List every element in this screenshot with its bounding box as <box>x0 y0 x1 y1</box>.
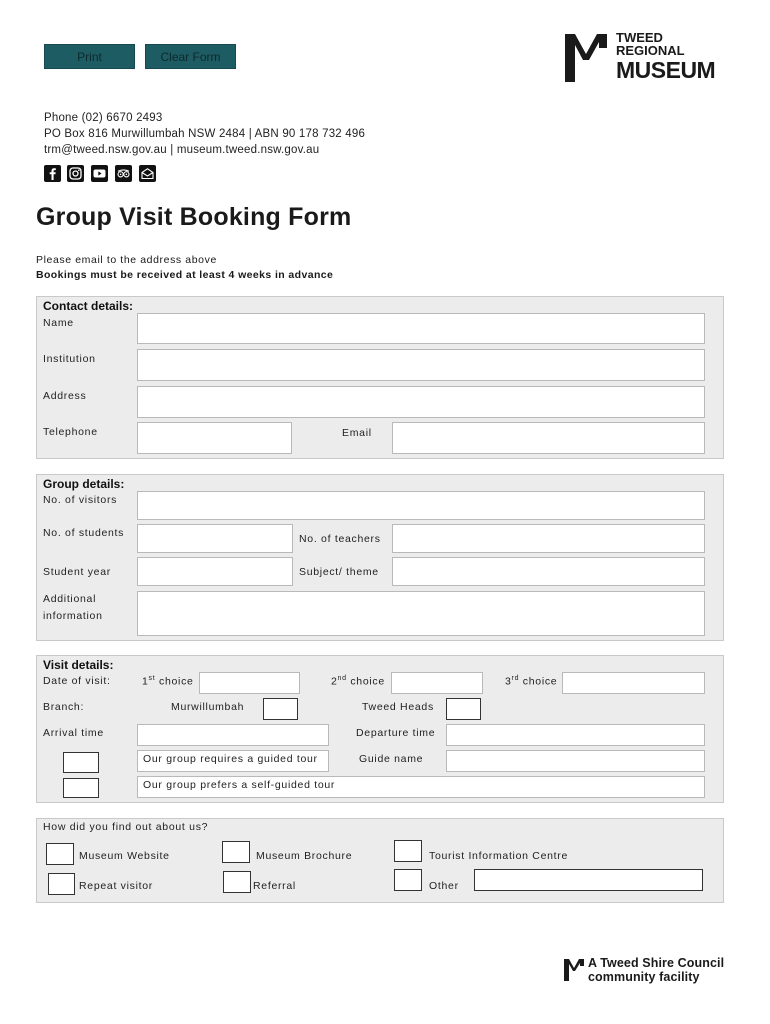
youtube-icon[interactable] <box>91 165 108 182</box>
subject-label: Subject/ theme <box>299 566 379 578</box>
email-instruction: Please email to the address above <box>36 254 217 266</box>
contact-postal: PO Box 816 Murwillumbah NSW 2484 | ABN 90 178 732 496 <box>44 128 366 140</box>
museum-brochure-label: Museum Brochure <box>256 850 353 862</box>
other-field[interactable] <box>474 869 703 891</box>
footer-line-1: A Tweed Shire Council <box>588 956 725 970</box>
self-guided-label: Our group prefers a self-guided tour <box>143 779 336 791</box>
murwillumbah-checkbox[interactable] <box>263 698 298 720</box>
murwillumbah-label: Murwillumbah <box>171 701 245 713</box>
arrival-time-field[interactable] <box>137 724 329 746</box>
teachers-field[interactable] <box>392 524 705 553</box>
contact-phone: Phone (02) 6670 2493 <box>44 112 163 124</box>
address-field[interactable] <box>137 386 705 418</box>
booking-deadline-note: Bookings must be received at least 4 weeks in advance <box>36 269 334 281</box>
guided-tour-label: Our group requires a guided tour <box>143 753 318 765</box>
guided-tour-checkbox[interactable] <box>63 752 99 773</box>
contact-details-title: Contact details: <box>43 299 134 313</box>
footer-line-2: community facility <box>588 970 700 984</box>
email-label: Email <box>342 427 372 439</box>
third-choice-field[interactable] <box>562 672 705 694</box>
find-out-question: How did you find out about us? <box>43 821 209 833</box>
additional-info-label-2: information <box>43 610 103 622</box>
museum-m-mark-icon <box>563 32 609 84</box>
tourist-centre-checkbox[interactable] <box>394 840 422 862</box>
subject-field[interactable] <box>392 557 705 586</box>
clear-form-button[interactable]: Clear Form <box>145 44 236 69</box>
first-choice-label: 1st choice <box>142 675 194 688</box>
address-label: Address <box>43 390 87 402</box>
name-field[interactable] <box>137 313 705 344</box>
page-title: Group Visit Booking Form <box>36 203 352 231</box>
guide-name-field[interactable] <box>446 750 705 772</box>
other-label: Other <box>429 880 459 892</box>
second-choice-label: 2nd choice <box>331 675 385 688</box>
second-choice-field[interactable] <box>391 672 483 694</box>
instagram-icon[interactable] <box>67 165 84 182</box>
students-label: No. of students <box>43 527 125 539</box>
museum-website-label: Museum Website <box>79 850 170 862</box>
additional-info-label-1: Additional <box>43 593 97 605</box>
date-of-visit-label: Date of visit: <box>43 675 111 687</box>
logo-line-museum: MUSEUM <box>616 57 716 83</box>
branch-label: Branch: <box>43 701 85 713</box>
student-year-field[interactable] <box>137 557 293 586</box>
group-details-title: Group details: <box>43 477 125 491</box>
council-m-mark-icon <box>563 958 585 982</box>
guide-name-label: Guide name <box>359 753 424 765</box>
repeat-visitor-checkbox[interactable] <box>48 873 75 895</box>
additional-info-field[interactable] <box>137 591 705 636</box>
print-button[interactable]: Print <box>44 44 135 69</box>
departure-time-field[interactable] <box>446 724 705 746</box>
name-label: Name <box>43 317 74 329</box>
email-icon[interactable] <box>139 165 156 182</box>
telephone-field[interactable] <box>137 422 292 454</box>
referral-label: Referral <box>253 880 296 892</box>
museum-website-checkbox[interactable] <box>46 843 74 865</box>
facebook-icon[interactable] <box>44 165 61 182</box>
museum-logo <box>563 31 738 85</box>
tweed-heads-label: Tweed Heads <box>362 701 434 713</box>
visitors-field[interactable] <box>137 491 705 520</box>
institution-label: Institution <box>43 353 96 365</box>
self-guided-checkbox[interactable] <box>63 778 99 798</box>
departure-time-label: Departure time <box>356 727 436 739</box>
first-choice-field[interactable] <box>199 672 300 694</box>
institution-field[interactable] <box>137 349 705 381</box>
tourist-centre-label: Tourist Information Centre <box>429 850 569 862</box>
teachers-label: No. of teachers <box>299 533 381 545</box>
student-year-label: Student year <box>43 566 111 578</box>
tripadvisor-icon[interactable] <box>115 165 132 182</box>
logo-line-tweed: TWEED <box>616 30 663 45</box>
repeat-visitor-label: Repeat visitor <box>79 880 153 892</box>
tweed-heads-checkbox[interactable] <box>446 698 481 720</box>
referral-checkbox[interactable] <box>223 871 251 893</box>
visitors-label: No. of visitors <box>43 494 118 506</box>
email-field[interactable] <box>392 422 705 454</box>
other-checkbox[interactable] <box>394 869 422 891</box>
arrival-time-label: Arrival time <box>43 727 104 739</box>
logo-line-regional: REGIONAL <box>616 43 685 58</box>
council-logo <box>563 956 738 986</box>
students-field[interactable] <box>137 524 293 553</box>
telephone-label: Telephone <box>43 426 98 438</box>
contact-web: trm@tweed.nsw.gov.au | museum.tweed.nsw.gov.au <box>44 144 320 156</box>
visit-details-title: Visit details: <box>43 658 114 672</box>
third-choice-label: 3rd choice <box>505 675 558 688</box>
museum-brochure-checkbox[interactable] <box>222 841 250 863</box>
